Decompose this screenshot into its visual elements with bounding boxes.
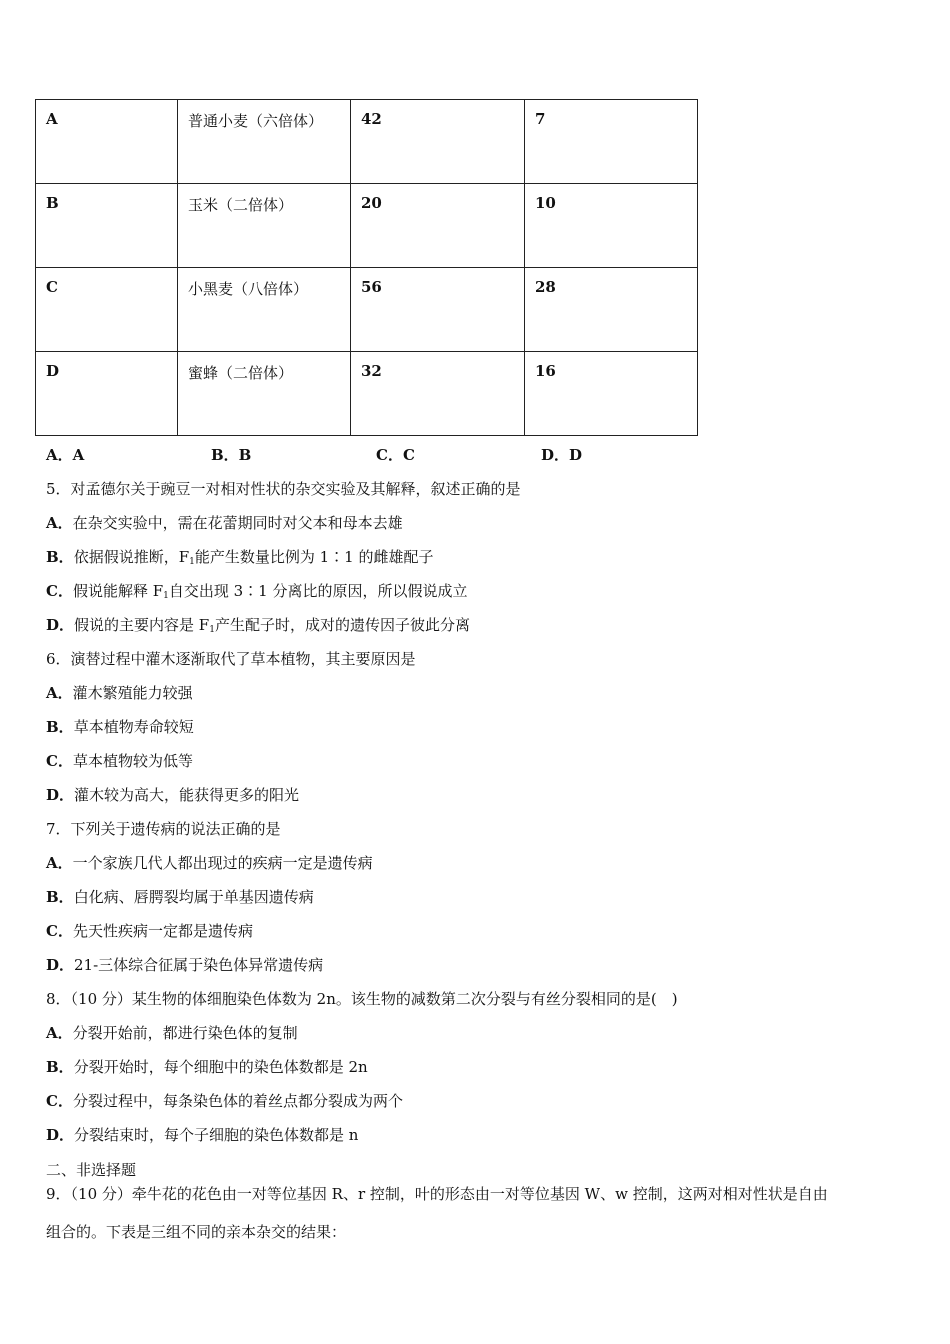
option-label: A． (46, 684, 73, 702)
q9-stem-line1 (46, 1183, 828, 1204)
q4-option-a: A．A (46, 446, 85, 464)
option-text: 能产生数量比例为 1∶1 的雌雄配子 (194, 548, 434, 566)
value-cell: 56 (351, 268, 525, 352)
q8-option-a (46, 1022, 298, 1043)
option-text: 分裂开始前，都进行染色体的复制 (72, 1024, 298, 1042)
value-cell: 32 (351, 352, 525, 436)
q8-option-c (46, 1090, 403, 1111)
option-label: D． (46, 786, 75, 804)
question-number: 7． (46, 820, 71, 838)
q6-option-a (46, 682, 193, 703)
question-score: （10 分） (70, 1185, 132, 1203)
table-row (36, 100, 698, 184)
value-cell: 42 (351, 100, 525, 184)
question-number: 6． (46, 650, 71, 668)
q5-option-d (46, 614, 470, 635)
q5-option-c (46, 580, 468, 601)
option-text: 草本植物寿命较短 (73, 718, 194, 736)
option-text: 产生配子时，成对的遗传因子彼此分离 (214, 616, 470, 634)
q6-option-d (46, 784, 299, 805)
value-cell: 10 (525, 184, 698, 268)
option-text: 一个家族几代人都出现过的疾病一定是遗传病 (72, 854, 373, 872)
q5-stem (46, 478, 521, 499)
option-label: B． (46, 548, 74, 566)
value-cell: 20 (351, 184, 525, 268)
q7-option-d (46, 954, 323, 975)
chromosome-table (35, 99, 698, 436)
q6-stem (46, 648, 416, 669)
q7-option-c (46, 920, 253, 941)
question-text: 演替过程中灌木逐渐取代了草本植物，其主要原因是 (70, 650, 416, 668)
option-text: 灌木较为高大，能获得更多的阳光 (74, 786, 300, 804)
option-label: B． (46, 1058, 74, 1076)
q4-option-c: C．C (376, 446, 415, 464)
q7-option-b (46, 886, 314, 907)
q5-option-b (46, 546, 433, 567)
option-text: 分裂开始时，每个细胞中的染色体数都是 2n (73, 1058, 368, 1076)
option-label: D． (46, 1126, 75, 1144)
section-title: 二、非选择题 (46, 1161, 137, 1179)
subscript: 1 (163, 591, 169, 601)
question-text: 下列关于遗传病的说法正确的是 (70, 820, 281, 838)
option-text: 灌木繁殖能力较强 (72, 684, 193, 702)
option-text: 草本植物较为低等 (72, 752, 193, 770)
q7-stem (46, 818, 281, 839)
table-row (36, 352, 698, 436)
option-label: A． (46, 854, 73, 872)
option-text: 假说能解释 F (72, 582, 164, 600)
row-label: B (36, 184, 178, 268)
option-label: C． (46, 582, 73, 600)
q8-stem (46, 988, 678, 1009)
q4-option-d: D．D (541, 446, 583, 464)
row-label: C (36, 268, 178, 352)
option-text: 自交出现 3∶1 分离比的原因，所以假说成立 (168, 582, 468, 600)
option-label: C． (46, 752, 73, 770)
species-cell: 玉米（二倍体） (178, 184, 351, 268)
species-cell: 小黑麦（八倍体） (178, 268, 351, 352)
q6-option-b (46, 716, 194, 737)
option-text: 白化病、唇腭裂均属于单基因遗传病 (73, 888, 314, 906)
species-cell: 蜜蜂（二倍体） (178, 352, 351, 436)
question-text: 对孟德尔关于豌豆一对相对性状的杂交实验及其解释，叙述正确的是 (70, 480, 521, 498)
question-number: 8． (46, 990, 71, 1008)
option-text: 21-三体综合征属于染色体异常遗传病 (74, 956, 324, 974)
question-text: 某生物的体细胞染色体数为 2n。该生物的减数第二次分裂与有丝分裂相同的是( ) (131, 990, 678, 1008)
option-label: D． (46, 616, 75, 634)
q4-options (46, 444, 706, 465)
row-label: D (36, 352, 178, 436)
q9-stem-line2: 组合的。下表是三组不同的亲本杂交的结果： (46, 1223, 347, 1241)
subscript: 1 (189, 557, 195, 567)
q8-option-d (46, 1124, 358, 1145)
row-label: A (36, 100, 178, 184)
q8-option-b (46, 1056, 368, 1077)
value-cell: 28 (525, 268, 698, 352)
option-label: D． (46, 956, 75, 974)
q5-option-a (46, 512, 403, 533)
option-text: 分裂结束时，每个子细胞的染色体数都是 n (74, 1126, 359, 1144)
question-number: 9． (46, 1185, 71, 1203)
table-row (36, 268, 698, 352)
option-label: C． (46, 922, 73, 940)
table-row (36, 184, 698, 268)
q6-option-c (46, 750, 193, 771)
value-cell: 7 (525, 100, 698, 184)
subscript: 1 (209, 625, 215, 635)
option-label: B． (46, 718, 74, 736)
option-text: 假说的主要内容是 F (74, 616, 210, 634)
option-label: A． (46, 514, 73, 532)
species-cell: 普通小麦（六倍体） (178, 100, 351, 184)
option-label: C． (46, 1092, 73, 1110)
option-text: 在杂交实验中，需在花蕾期同时对父本和母本去雄 (72, 514, 403, 532)
option-label: A． (46, 1024, 73, 1042)
q7-option-a (46, 852, 373, 873)
option-text: 依据假说推断，F (73, 548, 190, 566)
option-text: 先天性疾病一定都是遗传病 (72, 922, 253, 940)
question-number: 5． (46, 480, 71, 498)
option-text: 分裂过程中，每条染色体的着丝点都分裂成为两个 (72, 1092, 403, 1110)
value-cell: 16 (525, 352, 698, 436)
question-score: （10 分） (70, 990, 132, 1008)
question-text: 牵牛花的花色由一对等位基因 R、r 控制，叶的形态由一对等位基因 W、w 控制，这两对相对性状是自由 (131, 1185, 828, 1203)
q4-option-b: B．B (211, 446, 252, 464)
option-label: B． (46, 888, 74, 906)
